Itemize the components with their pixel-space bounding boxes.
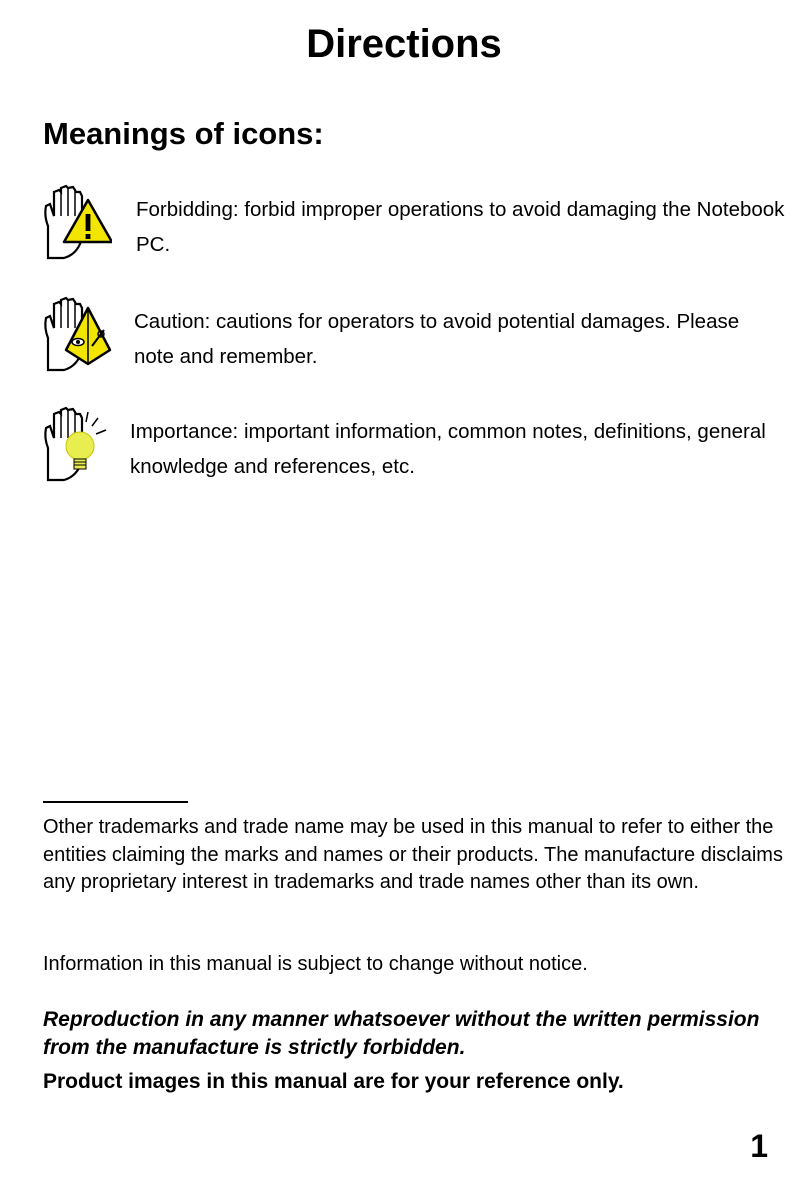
forbidding-hand-icon	[40, 182, 112, 262]
caution-description: Caution: cautions for operators to avoid potential damages. Please note and remember.	[134, 310, 740, 368]
icon-legend-caution	[40, 294, 780, 374]
subject-to-change-note: Information in this manual is subject to change without notice.	[43, 953, 588, 975]
forbidding-description: Forbidding: forbid improper operations to avoid damaging the Notebook PC.	[136, 198, 785, 256]
icon-legend-forbidding	[40, 182, 785, 266]
product-images-notice: Product images in this manual are for your reference only.	[43, 1070, 624, 1093]
reproduction-notice: Reproduction in any manner whatsoever without the written permission from the manufacture is strictly forbidden.	[43, 1008, 760, 1059]
icon-legend-importance	[40, 404, 780, 484]
section-heading: Meanings of icons:	[43, 116, 324, 151]
footnote-divider	[43, 801, 188, 803]
page-title: Directions	[306, 22, 502, 66]
trademarks-note: Other trademarks and trade name may be used in this manual to refer to either the entities claiming the marks and names or their products. The manufacture disclaims any proprietary interest in trademarks and trade names other than its own.	[43, 816, 783, 893]
caution-hand-icon	[40, 294, 112, 374]
importance-description: Importance: important information, common notes, definitions, general knowledge and references, etc.	[130, 420, 766, 478]
page-number: 1	[750, 1128, 768, 1164]
importance-hand-icon	[40, 404, 112, 484]
